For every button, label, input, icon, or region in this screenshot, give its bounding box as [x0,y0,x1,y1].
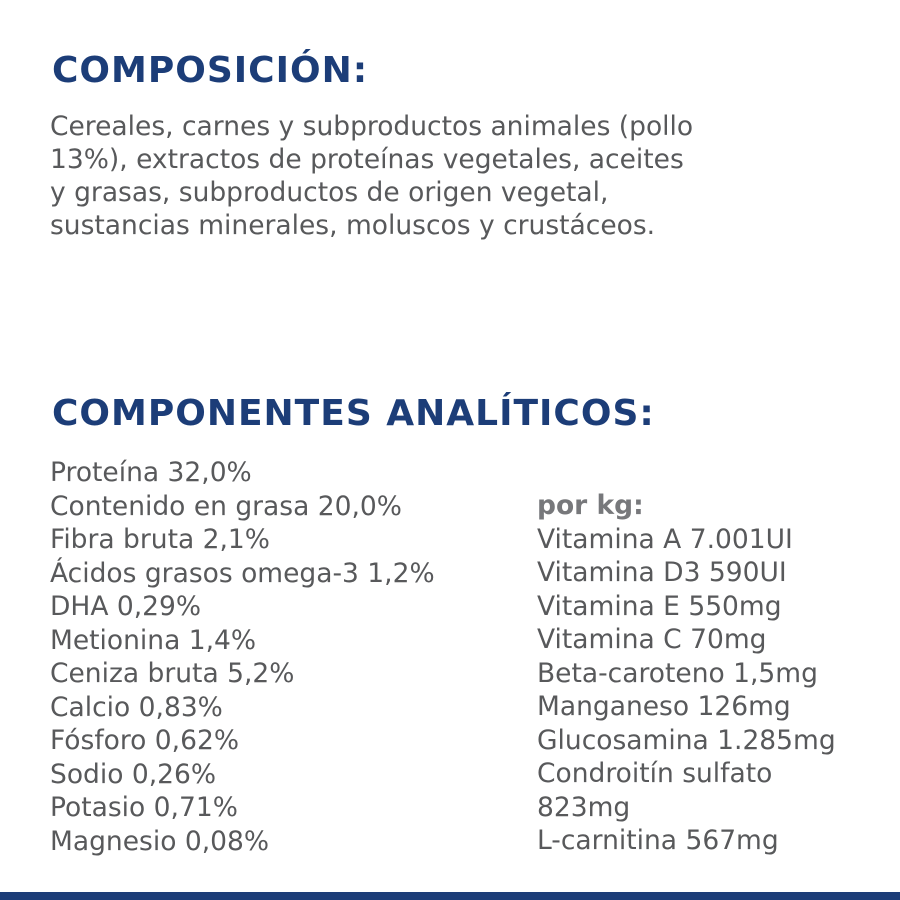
analytic-item: Potasio 0,71% [50,792,238,823]
composicion-text [50,110,850,242]
per-kg-list [537,489,836,858]
analytic-item: Calcio 0,83% [50,691,223,723]
composicion-line: sustancias minerales, moluscos y crustáceos. [50,210,656,241]
analytic-item: DHA 0,29% [50,591,202,622]
per-kg-item: Vitamina C 70mg [537,624,767,655]
analytic-item: Sodio 0,26% [50,758,217,790]
analytic-item: Ácidos grasos omega-3 1,2% [50,557,435,589]
analytic-item: Fibra bruta 2,1% [50,524,270,555]
per-kg-heading: por kg: [537,490,644,521]
analytic-item: Fósforo 0,62% [50,725,239,756]
per-kg-item: 823mg [537,791,631,823]
composicion-line: y grasas, subproductos de origen vegetal, [50,177,609,208]
composicion-line: 13%), extractos de proteínas vegetales, aceites [50,144,684,175]
analytic-item: Magnesio 0,08% [50,825,270,857]
analytic-components-list [50,456,435,858]
per-kg-item: Glucosamina 1.285mg [537,724,836,756]
per-kg-item: Beta-caroteno 1,5mg [537,657,818,689]
per-kg-item: L-carnitina 567mg [537,825,779,856]
analytic-item: Contenido en grasa 20,0% [50,490,402,522]
composicion-heading: COMPOSICIÓN: [52,50,369,91]
analytic-item: Metionina 1,4% [50,624,257,656]
composicion-line: Cereales, carnes y subproductos animales (pollo [50,111,694,142]
analytic-item: Proteína 32,0% [50,457,252,488]
per-kg-item: Vitamina A 7.001UI [537,523,793,555]
analytic-item: Ceniza bruta 5,2% [50,658,295,689]
per-kg-item: Vitamina E 550mg [537,590,782,622]
per-kg-item: Vitamina D3 590UI [537,557,787,588]
per-kg-item: Manganeso 126mg [537,691,791,722]
componentes-analiticos-heading: COMPONENTES ANALÍTICOS: [52,393,655,434]
per-kg-item: Condroitín sulfato [537,758,773,789]
footer-bar [0,892,900,900]
